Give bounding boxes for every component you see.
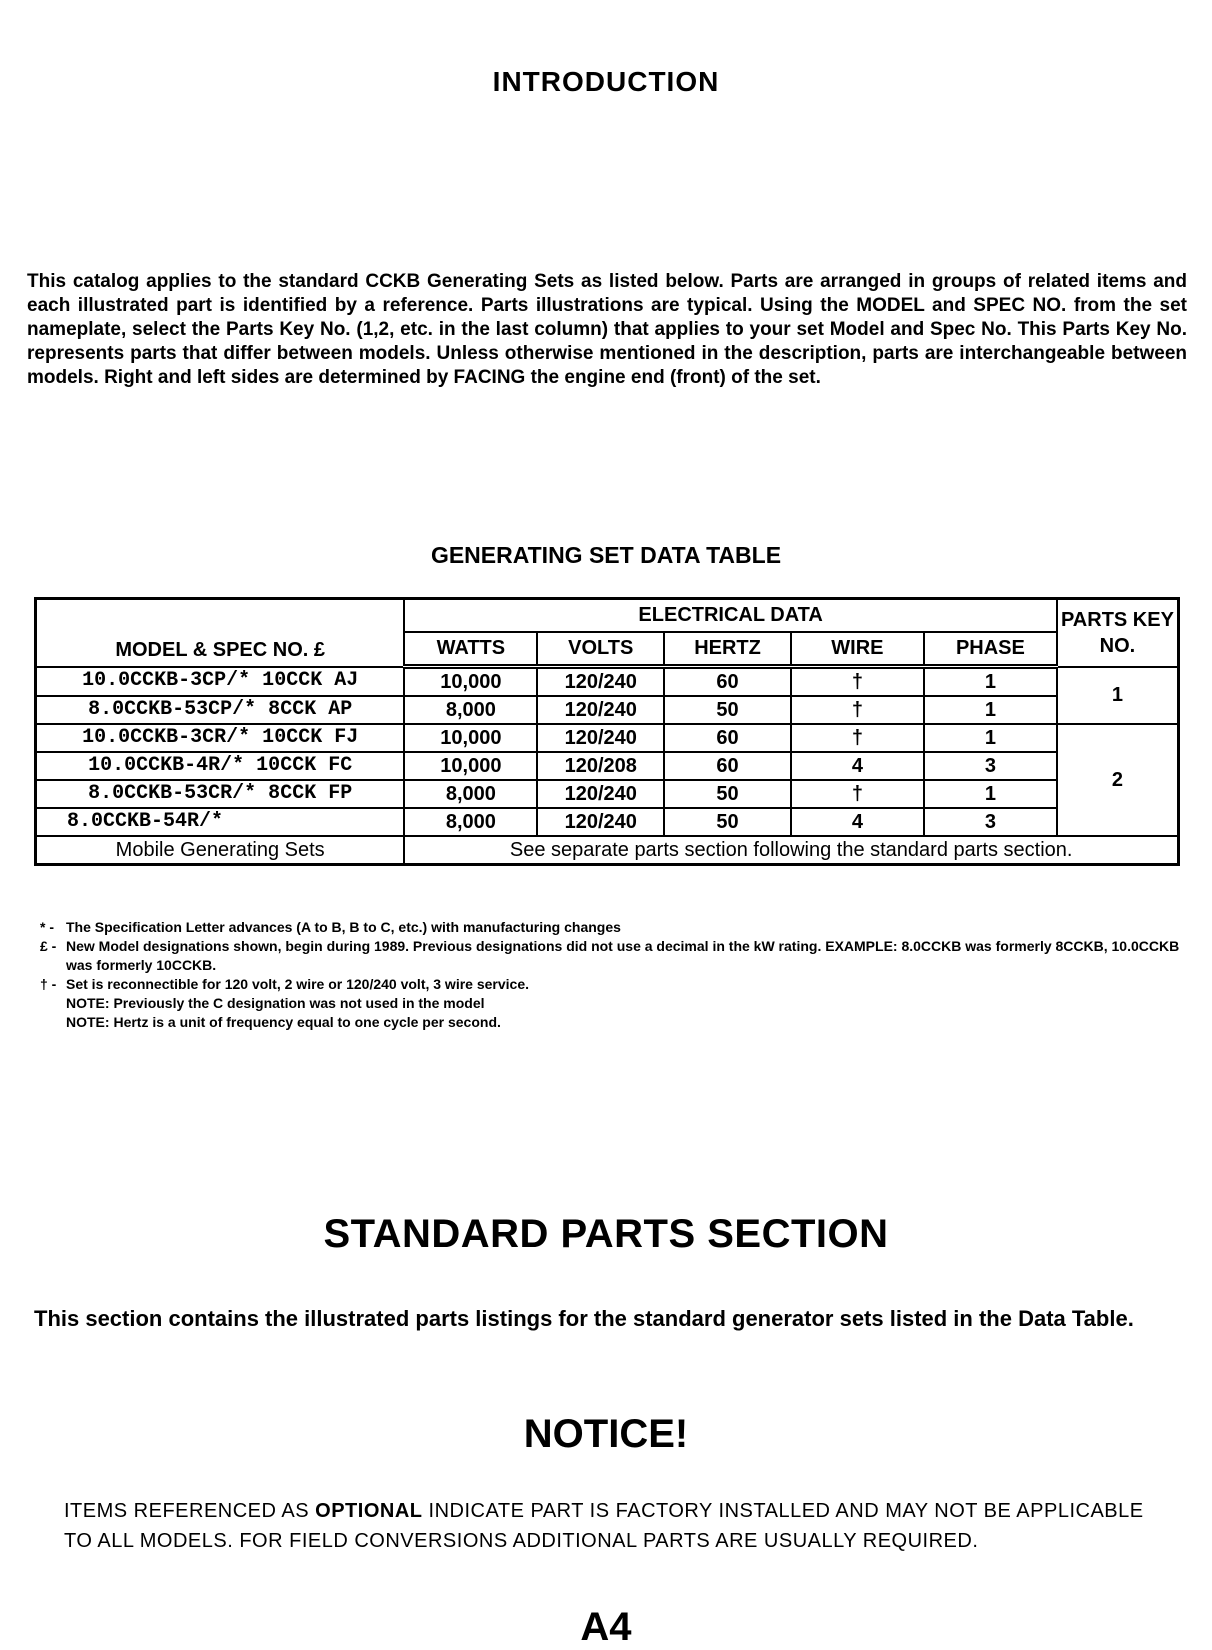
table-row [36,752,1179,780]
mobile-label-cell: Mobile Generating Sets [36,836,405,865]
footnote [40,937,1190,975]
footnote [40,918,1190,937]
model-cell: 8.0CCKB-53CP/* 8CCK AP [36,696,405,724]
parts-key-cell: 1 [1057,667,1179,725]
header-hertz: HERTZ [664,632,791,667]
footnote-text: Set is reconnectible for 120 volt, 2 wire or 120/240 volt, 3 wire service. [66,976,529,992]
intro-title: INTRODUCTION [492,66,720,97]
header-parts-key: PARTS KEY NO. [1057,599,1179,667]
header-model: MODEL & SPEC NO. £ [36,599,405,667]
wire-cell: † [791,724,924,752]
watts-cell: 8,000 [404,696,537,724]
table-row [36,780,1179,808]
hertz-cell: 50 [664,696,791,724]
header-volts: VOLTS [537,632,664,667]
footnote-text: The Specification Letter advances (A to B, B to C, etc.) with manufacturing changes [66,919,621,935]
standard-parts-paragraph: This section contains the illustrated parts listings for the standard generator sets listed in the Data Table. [34,1306,1134,1331]
volts-cell: 120/240 [537,780,664,808]
phase-cell: 1 [924,724,1057,752]
hertz-cell: 60 [664,752,791,780]
table-row-mobile [36,836,1179,865]
generating-set-data-table [34,597,1180,866]
note-text: Hertz is a unit of frequency equal to one cycle per second. [113,1014,501,1030]
hertz-cell: 60 [664,667,791,697]
footnote-symbol: † - [40,976,57,992]
model-cell: 10.0CCKB-3CP/* 10CCK AJ [36,667,405,697]
wire-cell: † [791,667,924,697]
parts-key-cell: 2 [1057,724,1179,836]
note-label: NOTE: [66,995,110,1011]
notice-title: NOTICE! [523,1412,689,1456]
volts-cell: 120/240 [537,724,664,752]
note [40,994,1190,1013]
model-cell: 8.0CCKB-53CR/* 8CCK FP [36,780,405,808]
table-row [36,667,1179,697]
footnote-text: New Model designations shown, begin during 1989. Previous designations did not use a decimal in the kW rating. EXAMPLE: 8.0CCKB was formerly 8CCKB, 10.0CCKB was formerly 10CCKB. [66,938,1180,973]
wire-cell: 4 [791,752,924,780]
table-row [36,724,1179,752]
intro-paragraph: This catalog applies to the standard CCKB Generating Sets as listed below. Parts are arranged in groups of related items and each illustrated part is identified by a reference. Parts illustrations are typical. Using the MODEL and SPEC NO. from the set nameplate, select the Parts Key No. (1,2, etc. in the last column) that applies to your set Model and Spec No. This Parts Key No. represents parts that differ between models. Unless otherwise mentioned in the description, parts are interchangeable between models. Right and left sides are determined by FACING the engine end (front) of the set. [27,271,1187,388]
volts-cell: 120/240 [537,696,664,724]
footnote-symbol: £ - [40,938,57,954]
header-wire: WIRE [791,632,924,667]
page-number: A4 [580,1605,632,1649]
header-watts: WATTS [404,632,537,667]
table-row [36,808,1179,836]
data-table-title: GENERATING SET DATA TABLE [430,542,782,568]
note-text: Previously the C designation was not used in the model [113,995,485,1011]
hertz-cell: 50 [664,780,791,808]
phase-cell: 3 [924,752,1057,780]
model-cell: 8.0CCKB-54R/* [36,808,405,836]
phase-cell: 1 [924,780,1057,808]
volts-cell: 120/240 [537,667,664,697]
phase-cell: 3 [924,808,1057,836]
notice-text-before: ITEMS REFERENCED AS [64,1500,316,1522]
note [40,1013,1190,1032]
hertz-cell: 50 [664,808,791,836]
hertz-cell: 60 [664,724,791,752]
standard-parts-title: STANDARD PARTS SECTION [323,1212,889,1256]
watts-cell: 10,000 [404,667,537,697]
watts-cell: 8,000 [404,780,537,808]
header-phase: PHASE [924,632,1057,667]
mobile-note-cell: See separate parts section following the standard parts section. [404,836,1178,865]
phase-cell: 1 [924,696,1057,724]
model-cell: 10.0CCKB-3CR/* 10CCK FJ [36,724,405,752]
notice-optional: OPTIONAL [315,1500,423,1522]
note-label: NOTE: [66,1014,110,1030]
watts-cell: 8,000 [404,808,537,836]
footnote [40,975,1190,994]
table-row [36,696,1179,724]
footnote-symbol: * - [40,919,54,935]
watts-cell: 10,000 [404,724,537,752]
wire-cell: † [791,696,924,724]
model-cell: 10.0CCKB-4R/* 10CCK FC [36,752,405,780]
footnotes [40,918,1190,1032]
wire-cell: 4 [791,808,924,836]
header-electrical-data: ELECTRICAL DATA [404,599,1057,633]
volts-cell: 120/208 [537,752,664,780]
watts-cell: 10,000 [404,752,537,780]
notice-text-after: INDICATE PART IS FACTORY INSTALLED AND MAY NOT BE APPLICABLE TO ALL MODELS. FOR FIELD CONVERSIONS ADDITIONAL PARTS ARE USUALLY REQUIRED. [64,1500,1144,1552]
volts-cell: 120/240 [537,808,664,836]
notice-paragraph [64,1496,1164,1556]
wire-cell: † [791,780,924,808]
phase-cell: 1 [924,667,1057,697]
